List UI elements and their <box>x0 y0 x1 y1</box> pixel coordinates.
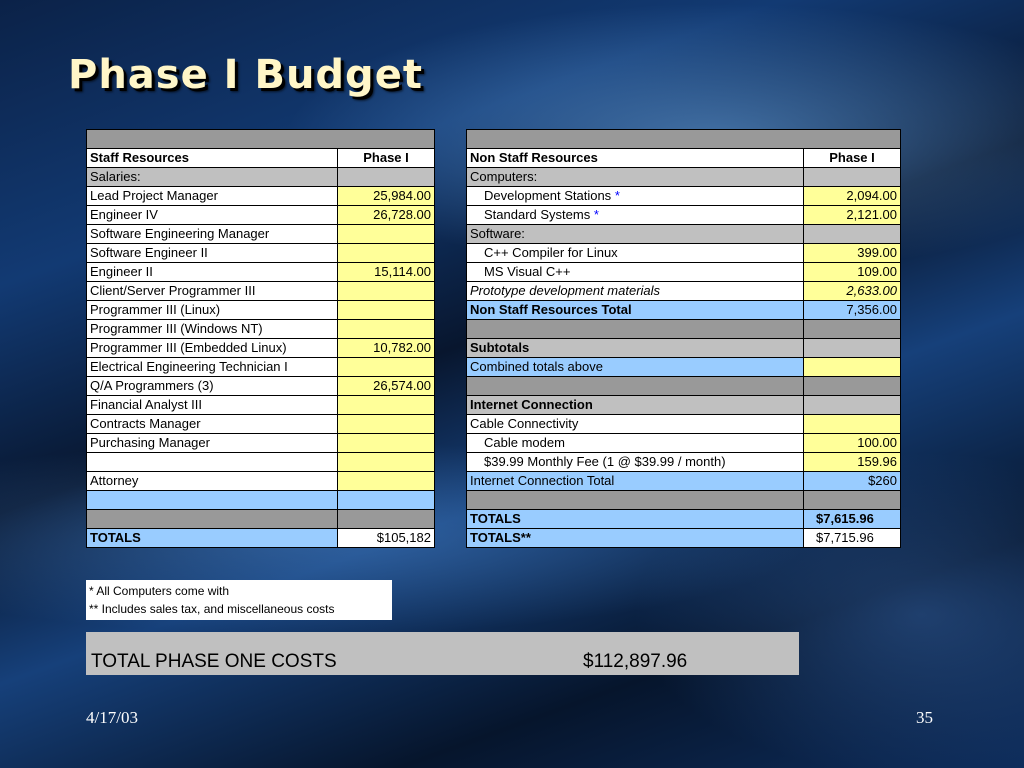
staff-row-label: Purchasing Manager <box>87 434 338 453</box>
nonstaff-header-phase: Phase I <box>804 149 901 168</box>
table-row <box>467 472 901 491</box>
table-top-bar <box>87 130 435 149</box>
blank-blue-row <box>87 491 435 510</box>
table-row <box>467 168 901 187</box>
subtotals-label: Subtotals <box>467 339 804 358</box>
ns-total-value: 7,356.00 <box>804 301 901 320</box>
staff-row-value: 26,728.00 <box>338 206 435 225</box>
page-number: 35 <box>916 708 933 727</box>
table-row <box>87 320 435 339</box>
staff-row-label: Contracts Manager <box>87 415 338 434</box>
footnote-tax: ** Includes sales tax, and miscellaneous costs <box>89 602 335 616</box>
table-row <box>87 396 435 415</box>
combined-totals-label: Combined totals above <box>467 358 804 377</box>
staff-row-label: Q/A Programmers (3) <box>87 377 338 396</box>
dev-stations-value: 2,094.00 <box>804 187 901 206</box>
separator-row <box>87 510 435 529</box>
staff-row-value <box>338 225 435 244</box>
staff-totals-value: $105,182 <box>338 529 435 548</box>
staff-row-label <box>87 453 338 472</box>
staff-totals-row <box>87 529 435 548</box>
prototype-label: Prototype development materials <box>467 282 804 301</box>
table-row <box>467 206 901 225</box>
asterisk-mark: * <box>593 207 599 222</box>
computers-label: Computers: <box>467 168 804 187</box>
table-row <box>467 510 901 529</box>
monthly-fee-label: $39.99 Monthly Fee (1 @ $39.99 / month) <box>467 453 804 472</box>
staff-row-label: Salaries: <box>87 168 338 187</box>
monthly-fee-value: 159.96 <box>804 453 901 472</box>
staff-row-value <box>338 415 435 434</box>
table-row <box>467 358 901 377</box>
grand-total-bar <box>86 632 799 675</box>
staff-row-value <box>338 282 435 301</box>
std-systems-label: Standard Systems * <box>467 206 804 225</box>
table-row <box>467 453 901 472</box>
table-row <box>87 282 435 301</box>
footer-date: 4/17/03 <box>86 708 138 727</box>
table-row <box>87 453 435 472</box>
nonstaff-final-totals-label: TOTALS** <box>467 529 804 548</box>
cable-label: Cable Connectivity <box>467 415 804 434</box>
staff-row-value <box>338 453 435 472</box>
cable-modem-value: 100.00 <box>804 434 901 453</box>
staff-header-row <box>87 149 435 168</box>
internet-total-value: $260 <box>804 472 901 491</box>
internet-label: Internet Connection <box>467 396 804 415</box>
table-row <box>87 263 435 282</box>
table-row <box>467 396 901 415</box>
table-row <box>467 263 901 282</box>
asterisk-mark: * <box>614 188 620 203</box>
non-staff-resources-table <box>466 129 901 548</box>
table-row <box>467 434 901 453</box>
staff-resources-table <box>86 129 435 548</box>
table-row <box>87 301 435 320</box>
cpp-linux-value: 399.00 <box>804 244 901 263</box>
staff-row-value: 26,574.00 <box>338 377 435 396</box>
nonstaff-final-totals-value: $7,715.96 <box>804 529 901 548</box>
ms-vc-value: 109.00 <box>804 263 901 282</box>
staff-row-value: 25,984.00 <box>338 187 435 206</box>
ns-total-label: Non Staff Resources Total <box>467 301 804 320</box>
staff-row-value <box>338 472 435 491</box>
std-systems-value: 2,121.00 <box>804 206 901 225</box>
staff-row-label: Engineer II <box>87 263 338 282</box>
table-row <box>87 187 435 206</box>
staff-row-value <box>338 301 435 320</box>
staff-row-label: Programmer III (Linux) <box>87 301 338 320</box>
staff-row-value <box>338 358 435 377</box>
staff-row-label: Attorney <box>87 472 338 491</box>
separator-row <box>467 377 901 396</box>
staff-row-label: Software Engineering Manager <box>87 225 338 244</box>
staff-row-label: Client/Server Programmer III <box>87 282 338 301</box>
table-row <box>87 358 435 377</box>
table-row <box>467 301 901 320</box>
table-row <box>87 377 435 396</box>
slide-title: Phase I Budget <box>68 52 423 98</box>
staff-row-label: Engineer IV <box>87 206 338 225</box>
staff-row-value <box>338 320 435 339</box>
nonstaff-totals-value: $7,615.96 <box>804 510 901 529</box>
table-row <box>467 339 901 358</box>
table-row <box>87 434 435 453</box>
cable-modem-label: Cable modem <box>467 434 804 453</box>
ms-vc-label: MS Visual C++ <box>467 263 804 282</box>
staff-row-label: Programmer III (Windows NT) <box>87 320 338 339</box>
table-row <box>467 225 901 244</box>
footnotes-box <box>86 580 392 620</box>
staff-row-value <box>338 434 435 453</box>
table-row <box>467 244 901 263</box>
nonstaff-header-row <box>467 149 901 168</box>
grand-total-label: TOTAL PHASE ONE COSTS <box>91 651 337 672</box>
software-label: Software: <box>467 225 804 244</box>
internet-total-label: Internet Connection Total <box>467 472 804 491</box>
table-top-bar <box>467 130 901 149</box>
staff-header-phase: Phase I <box>338 149 435 168</box>
grand-total-value: $112,897.96 <box>583 651 688 672</box>
table-row <box>87 415 435 434</box>
prototype-value: 2,633.00 <box>804 282 901 301</box>
table-row <box>467 187 901 206</box>
staff-header-label: Staff Resources <box>87 149 338 168</box>
table-row <box>87 206 435 225</box>
staff-row-value <box>338 168 435 187</box>
table-row <box>467 415 901 434</box>
staff-totals-label: TOTALS <box>87 529 338 548</box>
table-row <box>87 168 435 187</box>
staff-row-label: Programmer III (Embedded Linux) <box>87 339 338 358</box>
staff-row-label: Lead Project Manager <box>87 187 338 206</box>
staff-row-label: Electrical Engineering Technician I <box>87 358 338 377</box>
cpp-linux-label: C++ Compiler for Linux <box>467 244 804 263</box>
table-row <box>87 244 435 263</box>
nonstaff-totals-label: TOTALS <box>467 510 804 529</box>
table-row <box>87 339 435 358</box>
dev-stations-label: Development Stations * <box>467 187 804 206</box>
staff-row-value: 10,782.00 <box>338 339 435 358</box>
separator-row <box>467 491 901 510</box>
table-row <box>87 225 435 244</box>
nonstaff-header-label: Non Staff Resources <box>467 149 804 168</box>
staff-row-label: Financial Analyst III <box>87 396 338 415</box>
table-row <box>87 472 435 491</box>
staff-row-label: Software Engineer II <box>87 244 338 263</box>
staff-row-value: 15,114.00 <box>338 263 435 282</box>
staff-row-value <box>338 396 435 415</box>
table-row <box>467 282 901 301</box>
table-row <box>467 529 901 548</box>
staff-row-value <box>338 244 435 263</box>
separator-row <box>467 320 901 339</box>
footnote-computers: * All Computers come with <box>89 584 230 598</box>
